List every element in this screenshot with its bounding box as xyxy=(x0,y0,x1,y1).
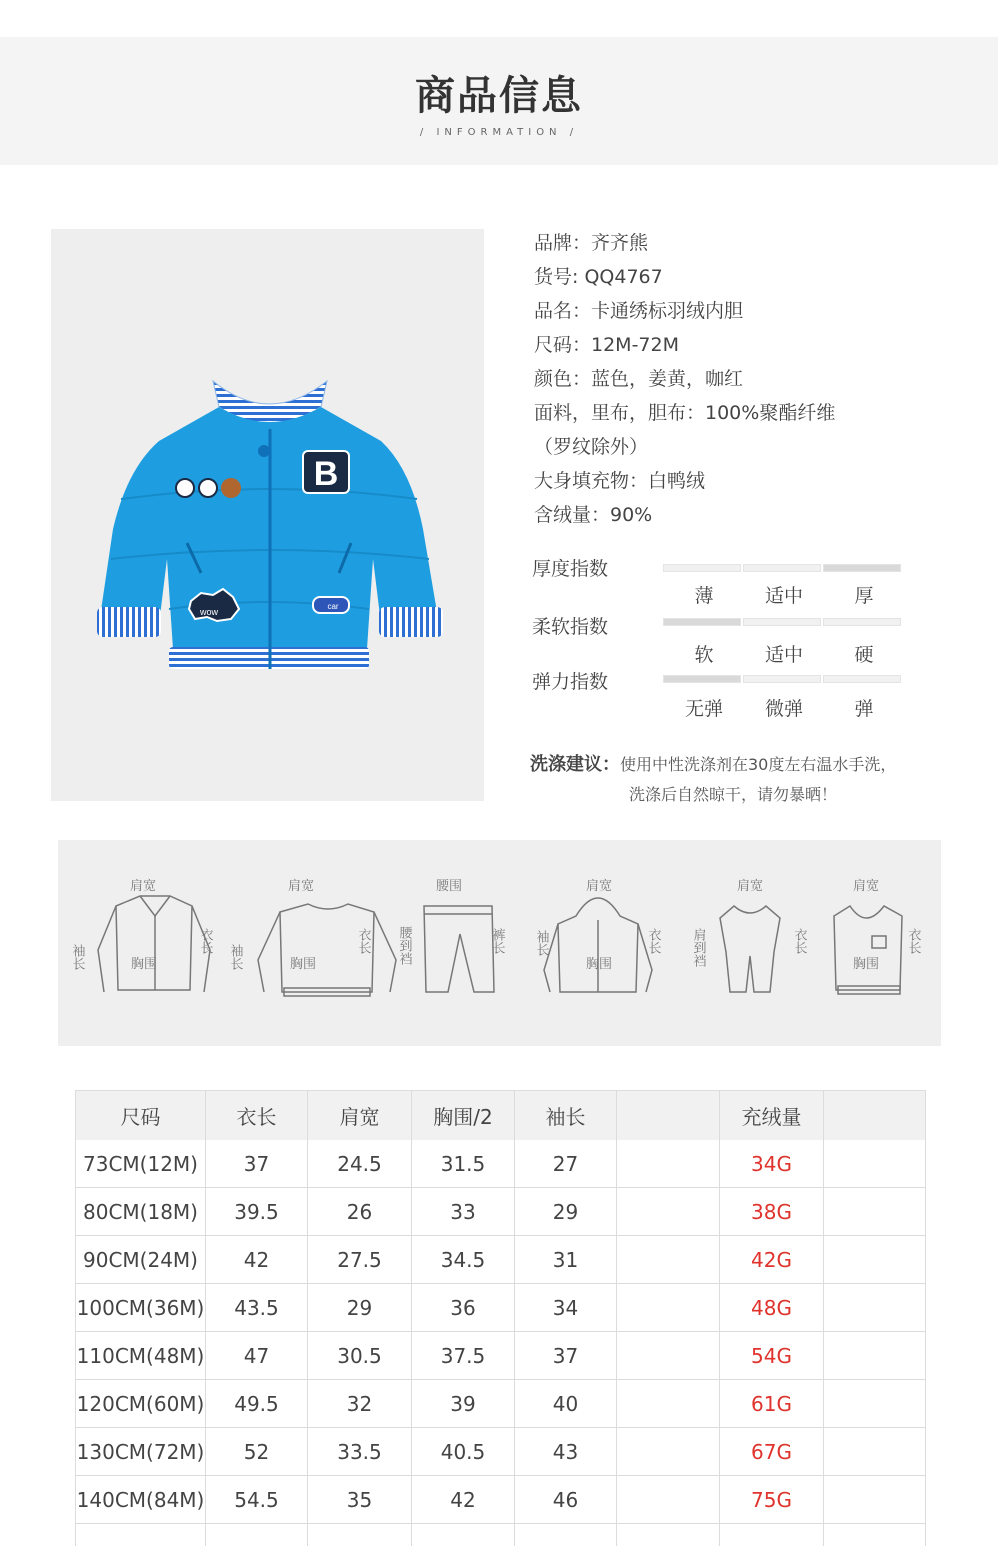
washing-advice xyxy=(530,750,970,810)
table-cell: 31.5 xyxy=(412,1140,515,1187)
table-cell xyxy=(824,1380,925,1427)
table-cell: 39.5 xyxy=(206,1188,308,1235)
table-cell: 100CM(36M) xyxy=(76,1284,206,1331)
table-cell xyxy=(617,1332,720,1379)
table-row xyxy=(76,1236,925,1284)
info-down-content: 含绒量：90% xyxy=(534,504,653,526)
diagram-2-left: 袖长 xyxy=(228,944,244,970)
softness-tick-medium: 适中 xyxy=(764,644,803,666)
softness-index-label: 柔软指数 xyxy=(532,616,609,638)
diagram-1-left: 袖长 xyxy=(70,944,86,970)
section-header xyxy=(0,37,998,165)
thickness-index-track xyxy=(663,564,903,572)
table-cell: 29 xyxy=(308,1284,412,1331)
table-cell: 140CM(84M) xyxy=(76,1476,206,1523)
table-header-cell: 充绒量 xyxy=(720,1091,824,1140)
diagram-2-right: 衣长 xyxy=(356,928,372,954)
table-cell: 130CM(72M) xyxy=(76,1428,206,1475)
washing-label: 洗涤建议： xyxy=(530,754,620,775)
table-cell: 33 xyxy=(412,1188,515,1235)
b-patch-letter: B xyxy=(313,455,339,493)
table-cell: 31 xyxy=(515,1236,617,1283)
table-cell: 39 xyxy=(412,1380,515,1427)
table-cell xyxy=(617,1380,720,1427)
diagram-3-left: 腰到裆 xyxy=(397,926,413,965)
table-cell: 42 xyxy=(412,1476,515,1523)
table-cell xyxy=(824,1236,925,1283)
diagram-1-right: 衣长 xyxy=(198,928,214,954)
thickness-tick-medium: 适中 xyxy=(764,585,803,607)
table-cell: 30.5 xyxy=(308,1332,412,1379)
diagram-4-top: 肩宽 xyxy=(585,878,613,893)
info-product-name: 品名：卡通绣标羽绒内胆 xyxy=(534,300,744,322)
table-cell: 26 xyxy=(308,1188,412,1235)
diagram-4-center: 胸围 xyxy=(585,956,613,971)
table-cell: 34 xyxy=(515,1284,617,1331)
table-cell: 52 xyxy=(206,1428,308,1475)
diagram-5-left: 肩到裆 xyxy=(691,928,707,967)
table-header-cell: 尺码 xyxy=(76,1091,206,1140)
table-cell: 34G xyxy=(720,1140,824,1187)
table-cell: 32 xyxy=(308,1380,412,1427)
diagram-6-right: 衣长 xyxy=(906,928,922,954)
table-cell: 34.5 xyxy=(412,1236,515,1283)
table-cell: 75G xyxy=(720,1476,824,1523)
table-cell: 54.5 xyxy=(206,1476,308,1523)
diagram-6-top: 肩宽 xyxy=(852,878,880,893)
elasticity-index-label: 弹力指数 xyxy=(532,671,609,693)
info-color: 颜色：蓝色，姜黄，咖红 xyxy=(534,368,744,390)
diagram-1-top: 肩宽 xyxy=(129,878,157,893)
table-cell: 33.5 xyxy=(308,1428,412,1475)
table-row xyxy=(76,1428,925,1476)
diagram-1-center: 胸围 xyxy=(130,956,158,971)
info-brand: 品牌：齐齐熊 xyxy=(534,232,649,254)
diagram-3-right: 裤长 xyxy=(490,928,506,954)
info-filling: 大身填充物：白鸭绒 xyxy=(534,470,706,492)
table-cell: 42 xyxy=(206,1236,308,1283)
table-cell: 43 xyxy=(515,1428,617,1475)
diagram-2-center: 胸围 xyxy=(289,956,317,971)
table-cell: 46 xyxy=(515,1476,617,1523)
elasticity-index-track xyxy=(663,675,903,683)
table-cell xyxy=(824,1284,925,1331)
info-size: 尺码：12M-72M xyxy=(534,334,679,356)
product-photo xyxy=(51,229,484,801)
table-cell: 67G xyxy=(720,1428,824,1475)
table-cell: 47 xyxy=(206,1332,308,1379)
table-cell xyxy=(617,1236,720,1283)
section-subtitle: / INFORMATION / xyxy=(419,127,579,138)
table-cell xyxy=(617,1188,720,1235)
diagram-3-top: 腰围 xyxy=(435,878,463,893)
diagram-2-top: 肩宽 xyxy=(287,878,315,893)
softness-index-track xyxy=(663,618,903,626)
table-cell xyxy=(617,1140,720,1187)
car-patch-text: car xyxy=(327,602,339,611)
table-cell xyxy=(824,1476,925,1523)
size-table xyxy=(75,1090,926,1546)
info-fabric-note: （罗纹除外） xyxy=(534,436,649,458)
softness-tick-soft: 软 xyxy=(694,644,714,666)
table-header-cell xyxy=(617,1091,720,1140)
table-cell: 35 xyxy=(308,1476,412,1523)
table-row xyxy=(76,1380,925,1428)
table-row xyxy=(76,1188,925,1236)
diagram-4-right: 衣长 xyxy=(646,928,662,954)
product-info-list xyxy=(534,226,954,532)
table-header-cell: 衣长 xyxy=(206,1091,308,1140)
table-cell: 40.5 xyxy=(412,1428,515,1475)
table-cell: 42G xyxy=(720,1236,824,1283)
table-cell xyxy=(824,1332,925,1379)
table-row xyxy=(76,1140,925,1188)
table-header-row xyxy=(76,1091,925,1140)
table-cell: 110CM(48M) xyxy=(76,1332,206,1379)
table-cell: 37 xyxy=(515,1332,617,1379)
table-header-cell: 胸围/2 xyxy=(412,1091,515,1140)
table-cell xyxy=(824,1428,925,1475)
table-cell: 80CM(18M) xyxy=(76,1188,206,1235)
section-title: 商品信息 xyxy=(415,73,583,119)
table-cell xyxy=(617,1284,720,1331)
table-header-cell: 肩宽 xyxy=(308,1091,412,1140)
table-cell: 48G xyxy=(720,1284,824,1331)
table-cell xyxy=(824,1188,925,1235)
table-cell: 37.5 xyxy=(412,1332,515,1379)
table-cell: 29 xyxy=(515,1188,617,1235)
washing-line-1: 使用中性洗涤剂在30度左右温水手洗， xyxy=(620,755,897,774)
table-cell: 90CM(24M) xyxy=(76,1236,206,1283)
washing-line-2: 洗涤后自然晾干，请勿暴晒！ xyxy=(629,785,838,804)
table-cell xyxy=(824,1140,925,1187)
elasticity-tick-none: 无弹 xyxy=(684,698,723,720)
table-cell: 40 xyxy=(515,1380,617,1427)
thickness-index-label: 厚度指数 xyxy=(532,558,609,580)
table-cell: 120CM(60M) xyxy=(76,1380,206,1427)
thickness-tick-thin: 薄 xyxy=(694,585,714,607)
table-cell: 49.5 xyxy=(206,1380,308,1427)
thickness-tick-thick: 厚 xyxy=(854,585,874,607)
table-cell: 54G xyxy=(720,1332,824,1379)
info-sku: 货号: QQ4767 xyxy=(534,266,663,288)
table-cell: 27.5 xyxy=(308,1236,412,1283)
diagram-5-top: 肩宽 xyxy=(736,878,764,893)
table-row-empty xyxy=(76,1524,925,1546)
info-fabric: 面料，里布，胆布：100%聚酯纤维 xyxy=(534,402,836,424)
elasticity-tick-elastic: 弹 xyxy=(854,698,874,720)
table-row xyxy=(76,1284,925,1332)
diagram-5-right: 衣长 xyxy=(792,928,808,954)
table-cell: 73CM(12M) xyxy=(76,1140,206,1187)
softness-tick-hard: 硬 xyxy=(854,644,874,666)
table-header-cell xyxy=(824,1091,925,1140)
table-header-cell: 袖长 xyxy=(515,1091,617,1140)
table-cell: 36 xyxy=(412,1284,515,1331)
diagram-4-left: 袖长 xyxy=(534,930,550,956)
table-row xyxy=(76,1476,925,1524)
table-cell: 61G xyxy=(720,1380,824,1427)
measurement-diagram xyxy=(58,840,941,1046)
table-row xyxy=(76,1332,925,1380)
table-cell: 38G xyxy=(720,1188,824,1235)
elasticity-tick-slight: 微弹 xyxy=(764,698,803,720)
table-cell xyxy=(617,1476,720,1523)
table-cell: 27 xyxy=(515,1140,617,1187)
diagram-6-center: 胸围 xyxy=(852,956,880,971)
table-cell: 24.5 xyxy=(308,1140,412,1187)
table-cell: 37 xyxy=(206,1140,308,1187)
wow-patch-text: wow xyxy=(199,607,219,617)
table-cell xyxy=(617,1428,720,1475)
table-cell: 43.5 xyxy=(206,1284,308,1331)
